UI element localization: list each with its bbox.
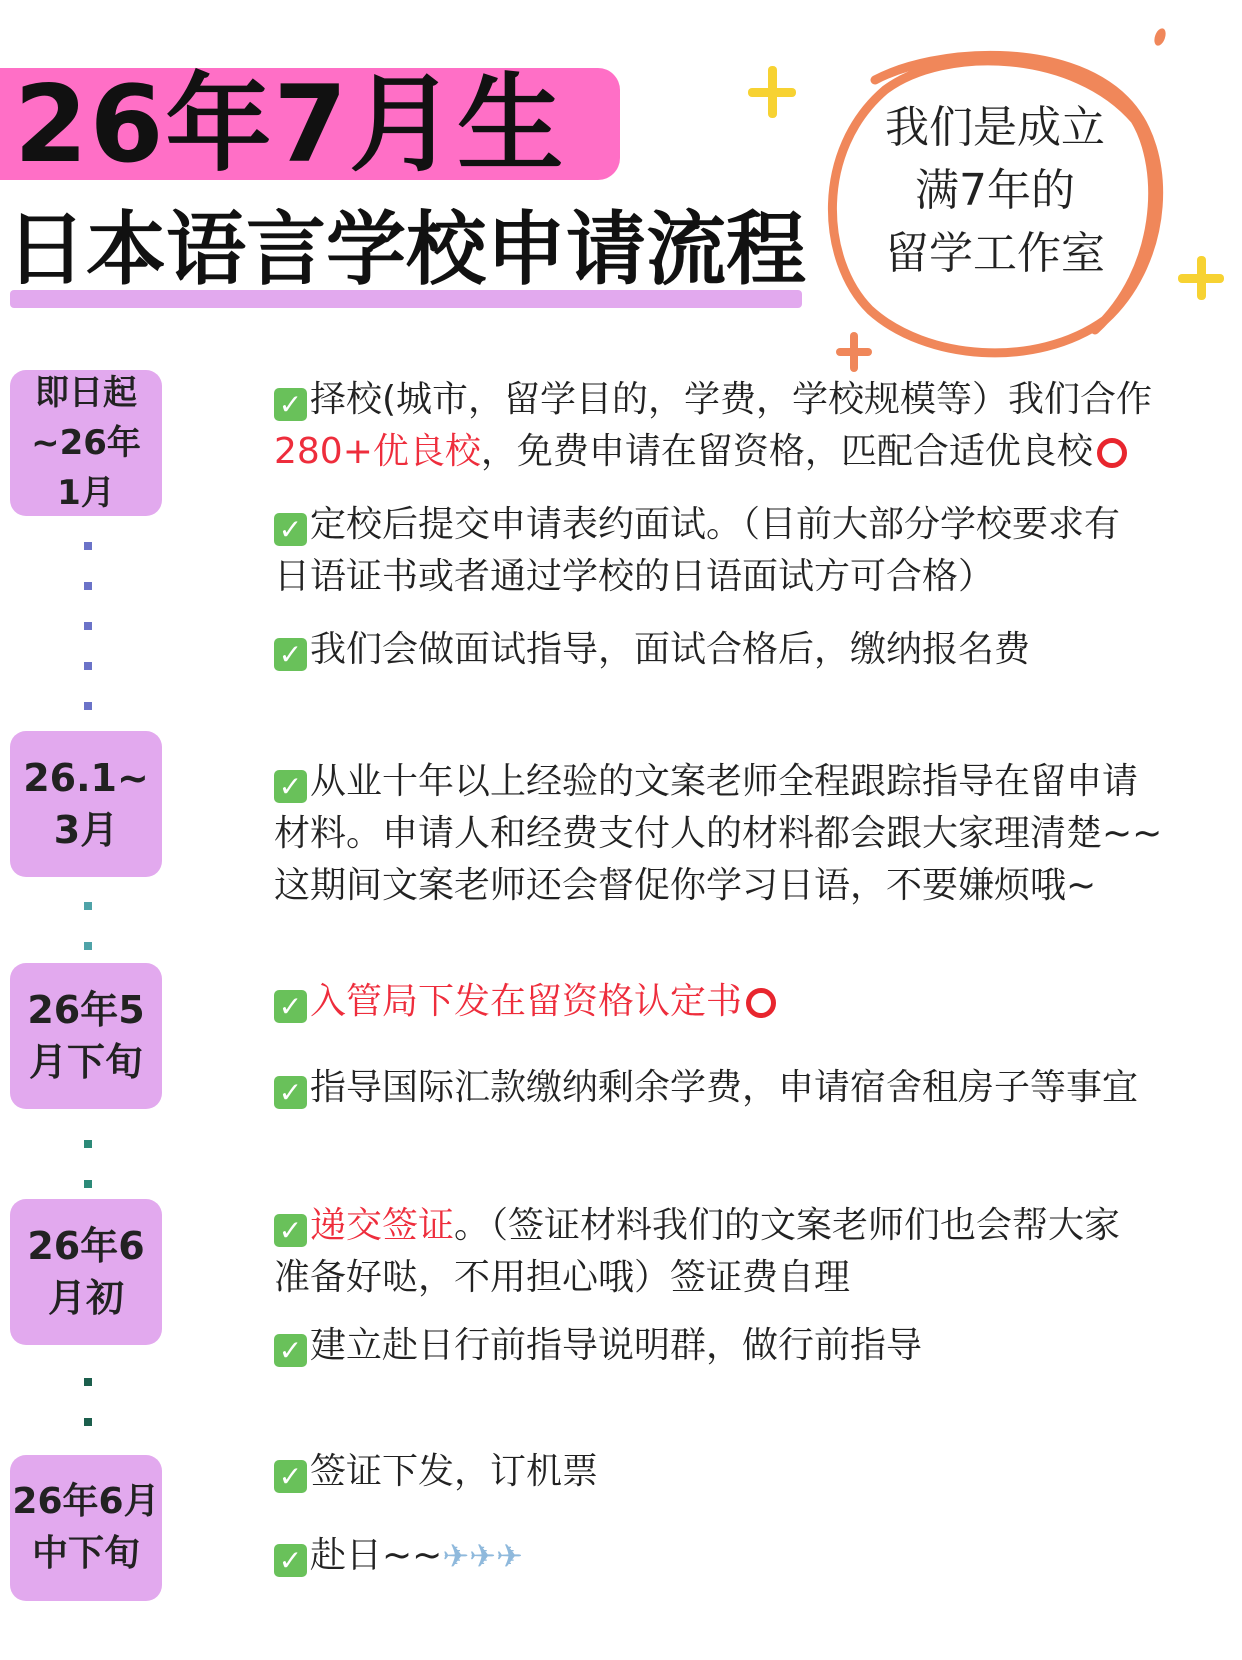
sparkle-icon <box>1178 256 1224 300</box>
step-line <box>274 976 1204 1028</box>
check-mark-icon: ✓ <box>274 388 307 421</box>
step-line: 日语证书或者通过学校的日语面试方可合格） <box>274 556 995 597</box>
date-line: 3月 <box>53 808 119 852</box>
badge-line: 留学工作室 <box>885 228 1105 279</box>
airplane-icon: ✈ <box>495 1537 523 1575</box>
date-line: 26年6月 <box>12 1481 160 1522</box>
timeline-dot <box>84 622 92 630</box>
step-line: ✓ 指导国际汇款缴纳剩余学费，申请宿舍租房子等事宜 <box>274 1062 1204 1114</box>
badge-line: 满7年的 <box>915 165 1075 216</box>
airplane-icon: ✈ <box>442 1537 470 1575</box>
timeline-dot <box>84 702 92 710</box>
date-box <box>10 1455 162 1601</box>
step-item <box>274 1320 1204 1372</box>
red-circle-icon <box>746 988 776 1018</box>
check-mark-icon: ✓ <box>274 1334 307 1367</box>
date-box <box>10 963 162 1109</box>
step-line: ✓ 定校后提交申请表约面试。（目前大部分学校要求有 <box>274 499 1204 551</box>
date-line: 即日起 <box>35 373 137 413</box>
step-item <box>274 499 1204 603</box>
check-mark-icon: ✓ <box>274 1076 307 1109</box>
step-line: ✓ 签证下发，订机票 <box>274 1446 1204 1498</box>
timeline-dot <box>84 902 92 910</box>
highlight-text: 递交签证 <box>310 1205 455 1246</box>
studio-badge <box>830 96 1160 285</box>
step-item <box>274 1530 1204 1582</box>
page-subtitle: 日本语言学校申请流程 <box>6 203 806 296</box>
date-line: 26.1~ <box>23 756 149 800</box>
timeline-dot <box>84 542 92 550</box>
date-line: 中下旬 <box>31 1533 140 1574</box>
date-line: 26年5 <box>27 988 145 1032</box>
check-mark-icon: ✓ <box>274 1460 307 1493</box>
sparkle-icon <box>748 66 796 118</box>
timeline-dot <box>84 582 92 590</box>
step-line: 280+优良校，免费申请在留资格，匹配合适优良校 <box>274 426 1204 478</box>
timeline-dot <box>84 1378 92 1386</box>
sparkle-icon <box>836 332 872 372</box>
step-line: ✓ 赴日~~✈✈✈ <box>274 1530 1204 1582</box>
step-item <box>274 1446 1204 1498</box>
step-line: ✓ 从业十年以上经验的文案老师全程跟踪指导在留申请 <box>274 756 1204 808</box>
step-item <box>274 374 1204 478</box>
timeline-dot <box>84 942 92 950</box>
badge-line: 我们是成立 <box>885 102 1105 153</box>
page-title: 26年7月生 <box>14 63 566 186</box>
step-line: ✓ 择校(城市，留学目的，学费，学校规模等）我们合作 <box>274 374 1204 426</box>
timeline-dot <box>84 1418 92 1426</box>
red-circle-icon <box>1097 438 1127 468</box>
date-line: 月初 <box>47 1276 124 1320</box>
step-line: ✓ 递交签证。（签证材料我们的文案老师们也会帮大家 <box>274 1200 1204 1252</box>
check-mark-icon: ✓ <box>274 1214 307 1247</box>
date-line: 26年6 <box>27 1224 145 1268</box>
highlight-text: 280+优良校 <box>274 431 481 472</box>
check-mark-icon: ✓ <box>274 1544 307 1577</box>
check-mark-icon: ✓ <box>274 990 307 1023</box>
step-item <box>274 976 1204 1028</box>
step-item <box>274 1200 1204 1304</box>
date-line: ~26年 <box>31 423 141 463</box>
date-line: 月下旬 <box>28 1040 143 1084</box>
airplane-icon: ✈ <box>469 1537 496 1575</box>
step-line: ✓ 我们会做面试指导，面试合格后，缴纳报名费 <box>274 624 1204 676</box>
date-box <box>10 370 162 516</box>
check-mark-icon: ✓ <box>274 513 307 546</box>
check-mark-icon: ✓ <box>274 638 307 671</box>
step-item <box>274 624 1204 676</box>
step-line: 材料。申请人和经费支付人的材料都会跟大家理清楚~~ <box>274 813 1163 854</box>
step-line: 准备好哒，不用担心哦）签证费自理 <box>274 1257 851 1298</box>
step-line: 这期间文案老师还会督促你学习日语，不要嫌烦哦~ <box>274 865 1097 906</box>
timeline-dot <box>84 1180 92 1188</box>
timeline-dot <box>84 1140 92 1148</box>
highlight-text: 入管局下发在留资格认定书 <box>310 981 743 1022</box>
timeline-dot <box>84 662 92 670</box>
step-item <box>274 1062 1204 1114</box>
date-box <box>10 1199 162 1345</box>
date-box <box>10 731 162 877</box>
step-line: ✓ 建立赴日行前指导说明群，做行前指导 <box>274 1320 1204 1372</box>
sparkle-icon <box>1153 26 1167 48</box>
check-mark-icon: ✓ <box>274 770 307 803</box>
step-item <box>274 756 1204 912</box>
date-line: 1月 <box>57 473 115 513</box>
